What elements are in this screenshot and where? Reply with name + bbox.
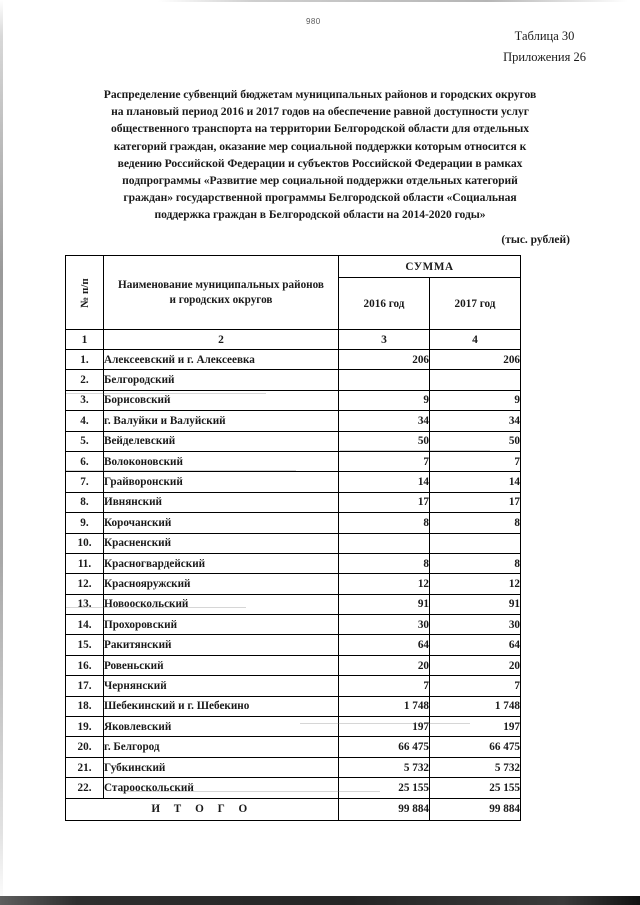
table-body bbox=[66, 350, 521, 799]
total-value-2017: 99 884 bbox=[430, 798, 521, 820]
header-municipality-name bbox=[104, 256, 339, 330]
row-name: Ровеньский bbox=[104, 655, 339, 675]
row-number: 20. bbox=[66, 737, 104, 757]
header-row-number-label: № п/п bbox=[78, 277, 91, 308]
header-year-2017: 2017 год bbox=[430, 278, 521, 330]
row-name: Корочанский bbox=[104, 513, 339, 533]
row-value-2017: 30 bbox=[430, 615, 521, 635]
row-number: 14. bbox=[66, 615, 104, 635]
column-number-4: 4 bbox=[430, 330, 521, 350]
row-name: Грайворонский bbox=[104, 472, 339, 492]
row-value-2016: 7 bbox=[339, 451, 430, 471]
row-name: Волоконовский bbox=[104, 451, 339, 471]
row-value-2017: 91 bbox=[430, 594, 521, 614]
row-value-2016: 8 bbox=[339, 553, 430, 573]
scan-edge-top bbox=[158, 0, 628, 2]
header-municipality-name-line2: и городских округов bbox=[169, 293, 273, 306]
header-sum-band: СУММА bbox=[339, 256, 521, 278]
total-row bbox=[66, 798, 521, 820]
title-line-2: на плановый период 2016 и 2017 годов на обеспечение равной доступности услуг bbox=[111, 105, 529, 119]
row-number: 10. bbox=[66, 533, 104, 553]
row-number: 22. bbox=[66, 778, 104, 798]
table-row bbox=[66, 533, 521, 553]
table-row bbox=[66, 594, 521, 614]
table-row bbox=[66, 635, 521, 655]
row-name: г. Валуйки и Валуйский bbox=[104, 411, 339, 431]
row-value-2017: 8 bbox=[430, 553, 521, 573]
row-number: 19. bbox=[66, 717, 104, 737]
row-value-2017: 8 bbox=[430, 513, 521, 533]
row-value-2017: 34 bbox=[430, 411, 521, 431]
scan-edge-left bbox=[0, 0, 3, 905]
table-row bbox=[66, 411, 521, 431]
table-row bbox=[66, 655, 521, 675]
row-value-2017: 206 bbox=[430, 350, 521, 370]
table-reference: Таблица 30 bbox=[514, 29, 575, 43]
row-value-2016: 7 bbox=[339, 676, 430, 696]
row-value-2016: 30 bbox=[339, 615, 430, 635]
row-value-2016: 197 bbox=[339, 717, 430, 737]
row-value-2017: 14 bbox=[430, 472, 521, 492]
total-value-2016: 99 884 bbox=[339, 798, 430, 820]
row-value-2016: 5 732 bbox=[339, 757, 430, 777]
title-line-7: граждан» государственной программы Белгородской области «Социальная bbox=[123, 191, 517, 205]
table-row bbox=[66, 431, 521, 451]
units-note: (тыс. рублей) bbox=[501, 234, 570, 246]
title-line-5: ведению Российской Федерации и субъектов Российской Федерации в рамках bbox=[117, 156, 523, 170]
header-municipality-name-line1: Наименование муниципальных районов bbox=[118, 278, 324, 291]
column-number-2: 2 bbox=[104, 330, 339, 350]
row-name: Белгородский bbox=[104, 370, 339, 390]
table-row bbox=[66, 370, 521, 390]
row-number: 11. bbox=[66, 553, 104, 573]
row-value-2017: 12 bbox=[430, 574, 521, 594]
row-number: 15. bbox=[66, 635, 104, 655]
row-value-2017 bbox=[430, 533, 521, 553]
table-row bbox=[66, 717, 521, 737]
row-number: 16. bbox=[66, 655, 104, 675]
row-name: Прохоровский bbox=[104, 615, 339, 635]
appendix-reference: Приложения 26 bbox=[503, 50, 586, 64]
row-value-2017: 17 bbox=[430, 492, 521, 512]
table-row bbox=[66, 615, 521, 635]
row-value-2017: 9 bbox=[430, 390, 521, 410]
row-name: Ракитянский bbox=[104, 635, 339, 655]
row-value-2016: 1 748 bbox=[339, 696, 430, 716]
title-line-4: категорий граждан, оказание мер социальной поддержки которым относится к bbox=[113, 139, 527, 153]
table-header bbox=[66, 256, 521, 330]
row-name: Старооскольский bbox=[104, 778, 339, 798]
row-number: 13. bbox=[66, 594, 104, 614]
row-value-2016: 25 155 bbox=[339, 778, 430, 798]
row-name: Шебекинский и г. Шебекино bbox=[104, 696, 339, 716]
scan-edge-bottom bbox=[0, 896, 640, 905]
table-row bbox=[66, 696, 521, 716]
table-row bbox=[66, 676, 521, 696]
page-number: 980 bbox=[306, 17, 321, 26]
title-line-8: поддержка граждан в Белгородской области на 2014-2020 годы» bbox=[154, 208, 486, 222]
row-value-2017: 64 bbox=[430, 635, 521, 655]
title-line-1: Распределение субвенций бюджетам муниципальных районов и городских округов bbox=[103, 88, 537, 101]
table-row bbox=[66, 574, 521, 594]
table-row bbox=[66, 778, 521, 798]
row-name: Ивнянский bbox=[104, 492, 339, 512]
row-number: 2. bbox=[66, 370, 104, 390]
row-number: 4. bbox=[66, 411, 104, 431]
row-value-2016: 91 bbox=[339, 594, 430, 614]
column-number-row bbox=[66, 330, 521, 350]
row-value-2017: 197 bbox=[430, 717, 521, 737]
page-title bbox=[62, 86, 578, 224]
row-name: Краснояружский bbox=[104, 574, 339, 594]
row-name: Вейделевский bbox=[104, 431, 339, 451]
row-name: Губкинский bbox=[104, 757, 339, 777]
row-value-2016: 12 bbox=[339, 574, 430, 594]
table-row bbox=[66, 513, 521, 533]
row-number: 5. bbox=[66, 431, 104, 451]
row-value-2017: 20 bbox=[430, 655, 521, 675]
row-value-2017: 5 732 bbox=[430, 757, 521, 777]
column-number-3: 3 bbox=[339, 330, 430, 350]
row-value-2016: 8 bbox=[339, 513, 430, 533]
row-value-2016 bbox=[339, 533, 430, 553]
row-value-2016: 20 bbox=[339, 655, 430, 675]
row-name: Борисовский bbox=[104, 390, 339, 410]
row-number: 7. bbox=[66, 472, 104, 492]
row-value-2017: 7 bbox=[430, 451, 521, 471]
row-number: 18. bbox=[66, 696, 104, 716]
row-name: г. Белгород bbox=[104, 737, 339, 757]
row-number: 17. bbox=[66, 676, 104, 696]
row-value-2017: 1 748 bbox=[430, 696, 521, 716]
header-row-number bbox=[66, 256, 104, 330]
row-value-2016 bbox=[339, 370, 430, 390]
row-value-2016: 9 bbox=[339, 390, 430, 410]
table-row bbox=[66, 553, 521, 573]
row-value-2016: 206 bbox=[339, 350, 430, 370]
row-number: 6. bbox=[66, 451, 104, 471]
table-row bbox=[66, 390, 521, 410]
row-number: 3. bbox=[66, 390, 104, 410]
row-value-2017: 7 bbox=[430, 676, 521, 696]
row-number: 8. bbox=[66, 492, 104, 512]
row-number: 1. bbox=[66, 350, 104, 370]
row-name: Алексеевский и г. Алексеевка bbox=[104, 350, 339, 370]
table-header-row-1 bbox=[66, 256, 521, 278]
total-label: И Т О Г О bbox=[66, 798, 339, 820]
table-row bbox=[66, 451, 521, 471]
row-value-2016: 17 bbox=[339, 492, 430, 512]
row-value-2016: 66 475 bbox=[339, 737, 430, 757]
subventions-table-wrapper bbox=[65, 255, 520, 821]
row-value-2017: 66 475 bbox=[430, 737, 521, 757]
table-column-numbers bbox=[66, 330, 521, 350]
table-row bbox=[66, 737, 521, 757]
row-value-2017 bbox=[430, 370, 521, 390]
row-value-2017: 25 155 bbox=[430, 778, 521, 798]
title-line-3: общественного транспорта на территории Белгородской области для отдельных bbox=[111, 122, 529, 136]
row-name: Яковлевский bbox=[104, 717, 339, 737]
table-row bbox=[66, 350, 521, 370]
row-number: 9. bbox=[66, 513, 104, 533]
row-name: Красненский bbox=[104, 533, 339, 553]
row-value-2016: 64 bbox=[339, 635, 430, 655]
table-row bbox=[66, 757, 521, 777]
row-name: Красногвардейский bbox=[104, 553, 339, 573]
table-footer bbox=[66, 798, 521, 820]
row-name: Новооскольский bbox=[104, 594, 339, 614]
row-value-2016: 14 bbox=[339, 472, 430, 492]
document-reference bbox=[503, 26, 586, 68]
title-line-6: подпрограммы «Развитие мер социальной поддержки отдельных категорий bbox=[122, 174, 518, 188]
subventions-table bbox=[65, 255, 521, 821]
row-value-2017: 50 bbox=[430, 431, 521, 451]
header-year-2016: 2016 год bbox=[339, 278, 430, 330]
row-value-2016: 34 bbox=[339, 411, 430, 431]
row-number: 12. bbox=[66, 574, 104, 594]
table-row bbox=[66, 492, 521, 512]
table-row bbox=[66, 472, 521, 492]
column-number-1: 1 bbox=[66, 330, 104, 350]
row-name: Чернянский bbox=[104, 676, 339, 696]
row-value-2016: 50 bbox=[339, 431, 430, 451]
row-number: 21. bbox=[66, 757, 104, 777]
